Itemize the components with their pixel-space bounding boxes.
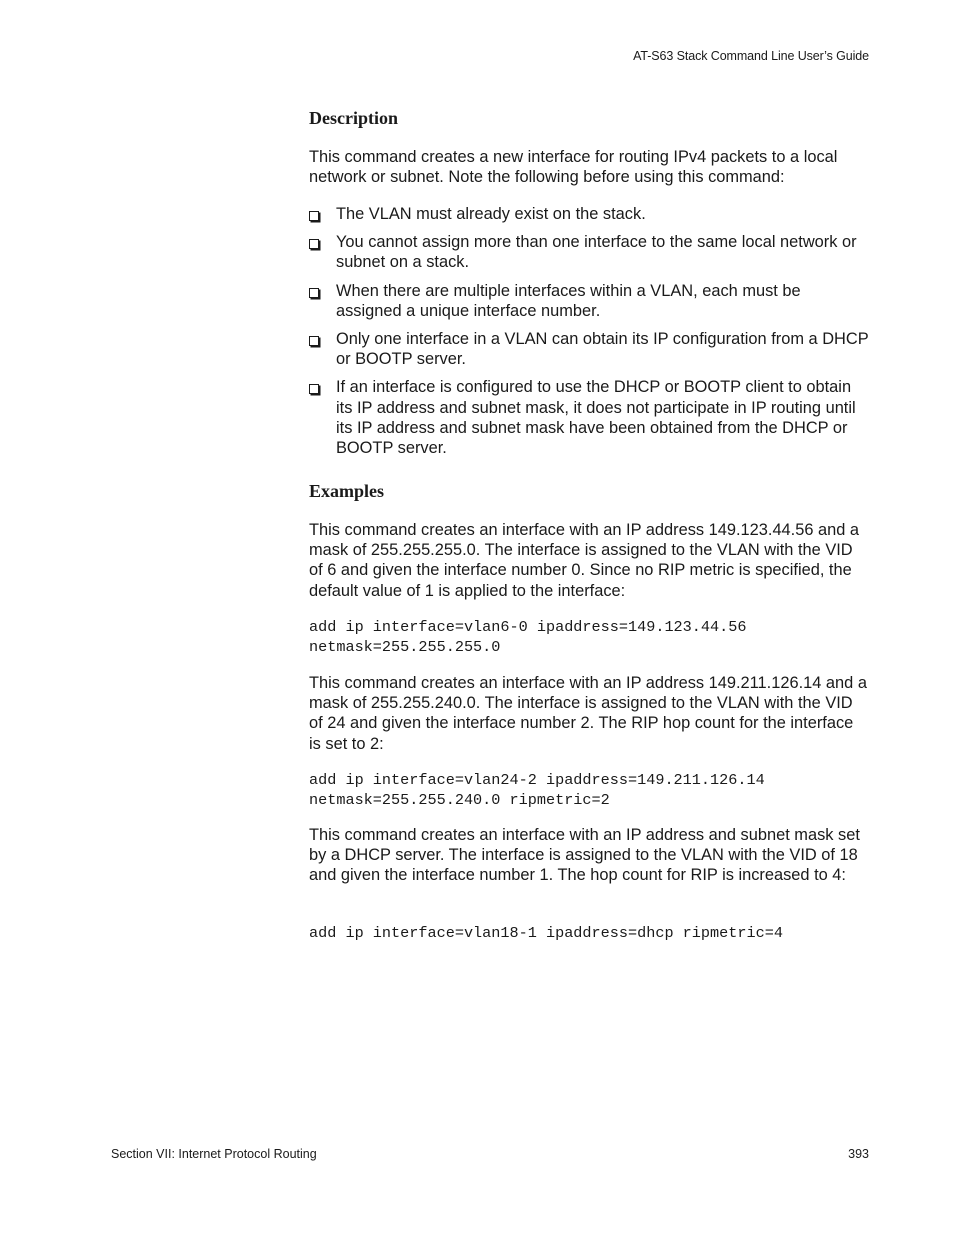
description-bullet-list xyxy=(309,204,869,466)
example-3-code: add ip interface=vlan18-1 ipaddress=dhcp ripmetric=4 xyxy=(309,924,783,942)
running-header: AT-S63 Stack Command Line User’s Guide xyxy=(633,49,869,63)
footer-section: Section VII: Internet Protocol Routing xyxy=(111,1147,317,1161)
list-item xyxy=(309,232,869,272)
example-3-text: This command creates an interface with an IP address and subnet mask set by a DHCP server. The interface is assigned to the VLAN with the VID of 18 and given the interface number 1. The hop count for RIP is increased to 4: xyxy=(309,826,860,885)
checkbox-bullet-icon xyxy=(309,384,319,394)
example-1-text: This command creates an interface with an IP address 149.123.44.56 and a mask of 255.255.255.0. The interface is assigned to the VLAN with the VID of 6 and given the interface number 0. Since no RIP metric is specified, the default value of 1 is applied to the interface: xyxy=(309,521,860,600)
page-number: 393 xyxy=(848,1147,869,1161)
list-item-text: If an interface is configured to use the DHCP or BOOTP client to obtain its IP address and subnet mask, it does not participate in IP routing until its IP address and subnet mask have been obtained from the DHCP or BOOTP server. xyxy=(336,378,856,458)
checkbox-bullet-icon xyxy=(309,239,319,249)
description-heading: Description xyxy=(309,108,398,128)
checkbox-bullet-icon xyxy=(309,336,319,346)
checkbox-bullet-icon xyxy=(309,288,319,298)
list-item xyxy=(309,281,869,321)
list-item-text: You cannot assign more than one interface to the same local network or subnet on a stack. xyxy=(336,233,857,272)
example-2-code: add ip interface=vlan24-2 ipaddress=149.211.126.14 netmask=255.255.240.0 ripmetric=2 xyxy=(309,771,765,809)
list-item-text: When there are multiple interfaces within a VLAN, each must be assigned a unique interface number. xyxy=(336,281,801,320)
list-item-text: Only one interface in a VLAN can obtain its IP configuration from a DHCP or BOOTP server. xyxy=(336,330,869,369)
list-item xyxy=(309,329,869,369)
example-1-code: add ip interface=vlan6-0 ipaddress=149.123.44.56 netmask=255.255.255.0 xyxy=(309,618,747,656)
list-item xyxy=(309,204,869,224)
examples-heading: Examples xyxy=(309,481,385,501)
example-2-text: This command creates an interface with an IP address 149.211.126.14 and a mask of 255.255.240.0. The interface is assigned to the VLAN with the VID of 24 and given the interface number 2. The RIP hop count for the interface is set to 2: xyxy=(309,674,867,753)
description-intro: This command creates a new interface for routing IPv4 packets to a local network or subnet. Note the following before using this command: xyxy=(309,148,838,187)
checkbox-bullet-icon xyxy=(309,211,319,221)
list-item xyxy=(309,377,869,458)
list-item-text: The VLAN must already exist on the stack. xyxy=(336,205,646,223)
